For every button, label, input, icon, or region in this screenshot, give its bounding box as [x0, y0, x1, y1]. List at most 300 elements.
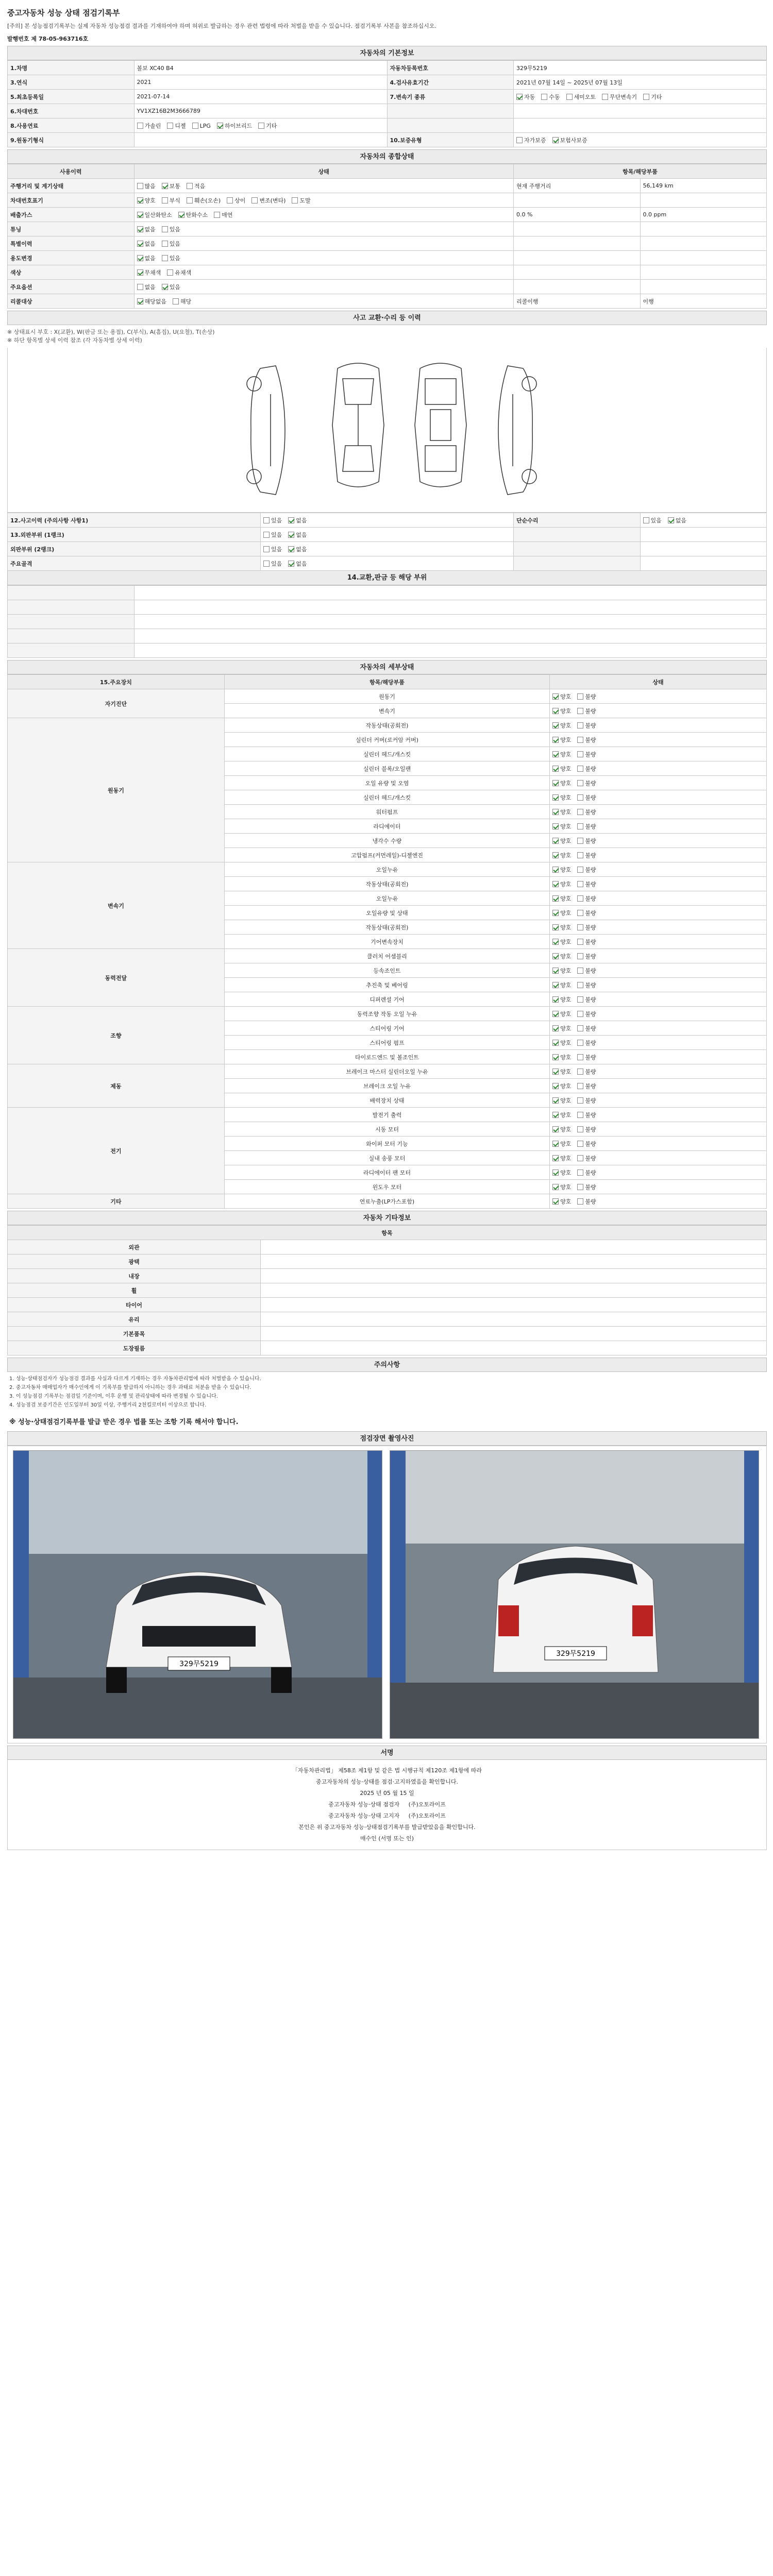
- checkbox-icon[interactable]: [162, 226, 168, 232]
- summary-option[interactable]: [137, 240, 156, 248]
- table-row: [8, 104, 767, 118]
- status-option[interactable]: [552, 866, 571, 874]
- status-option[interactable]: [552, 1154, 571, 1162]
- table-row: [8, 1108, 767, 1122]
- extra-value: [261, 1240, 767, 1255]
- checkbox-icon[interactable]: [552, 1011, 559, 1017]
- status-option[interactable]: [577, 1183, 596, 1191]
- checkbox-icon[interactable]: [577, 881, 583, 887]
- status-option[interactable]: [577, 967, 596, 975]
- checkbox-icon[interactable]: [288, 532, 294, 538]
- checkbox-icon[interactable]: [263, 561, 270, 567]
- status-option[interactable]: [577, 1010, 596, 1018]
- extra-value: [261, 1327, 767, 1341]
- summary-option[interactable]: [162, 225, 180, 233]
- field-label: 1.차명: [8, 61, 135, 75]
- accident-option-label: 있음: [271, 517, 282, 524]
- field-value: 2021: [134, 75, 387, 90]
- status-option-label: 불량: [585, 981, 596, 989]
- status-option[interactable]: [552, 736, 571, 744]
- status-option[interactable]: [577, 880, 596, 888]
- summary-option[interactable]: [251, 196, 285, 205]
- remark-line: 3. 이 성능점검 기록부는 점검일 기준이며, 이후 운행 및 관리상태에 따라 변경될 수 있습니다.: [9, 1394, 218, 1399]
- checkbox-icon[interactable]: [552, 780, 559, 786]
- checkbox-icon[interactable]: [552, 1126, 559, 1132]
- checkbox-icon[interactable]: [552, 137, 559, 143]
- extra-table: [7, 1225, 767, 1355]
- summary-option[interactable]: [162, 182, 180, 190]
- device-status: [550, 992, 767, 1007]
- checkbox-icon[interactable]: [552, 838, 559, 844]
- device-status: [550, 1021, 767, 1036]
- checkbox-icon[interactable]: [178, 212, 184, 218]
- checkbox-icon[interactable]: [577, 1112, 583, 1118]
- status-option[interactable]: [552, 1168, 571, 1177]
- checkbox-icon[interactable]: [187, 197, 193, 204]
- fuel-option[interactable]: [137, 122, 161, 130]
- device-item: 디퍼렌셜 기어: [224, 992, 549, 1007]
- checkbox-icon[interactable]: [577, 794, 583, 801]
- checkbox-icon[interactable]: [227, 197, 233, 204]
- status-option[interactable]: [577, 923, 596, 931]
- checkbox-icon[interactable]: [643, 517, 649, 523]
- checkbox-icon[interactable]: [577, 809, 583, 815]
- status-option[interactable]: [577, 765, 596, 773]
- checkbox-icon[interactable]: [577, 996, 583, 1003]
- status-option[interactable]: [552, 1140, 571, 1148]
- status-option[interactable]: [552, 1096, 571, 1105]
- repair-option-label: 없음: [675, 517, 687, 524]
- checkbox-icon[interactable]: [137, 226, 143, 232]
- summary-option[interactable]: [137, 268, 161, 277]
- device-item: 실린더 헤드/개스킷: [224, 790, 549, 805]
- table-row: [8, 280, 767, 294]
- checkbox-icon[interactable]: [137, 212, 143, 218]
- checkbox-icon[interactable]: [577, 939, 583, 945]
- status-option[interactable]: [552, 1039, 571, 1047]
- checkbox-icon[interactable]: [167, 269, 173, 276]
- checkbox-icon[interactable]: [577, 838, 583, 844]
- status-option[interactable]: [577, 851, 596, 859]
- summary-option-label: 변조(변타): [259, 197, 286, 204]
- checkbox-icon[interactable]: [552, 1097, 559, 1104]
- table-row: [8, 251, 767, 265]
- table-row: [8, 133, 767, 147]
- checkbox-icon[interactable]: [552, 1040, 559, 1046]
- checkbox-icon[interactable]: [192, 123, 198, 129]
- field-label: [387, 118, 514, 133]
- repair-option[interactable]: [668, 516, 686, 524]
- accident-option[interactable]: [288, 560, 307, 568]
- status-option[interactable]: [577, 1197, 596, 1206]
- checkbox-icon[interactable]: [263, 517, 270, 523]
- extra-item: 타이어: [8, 1298, 261, 1312]
- status-option[interactable]: [577, 1067, 596, 1076]
- checkbox-icon[interactable]: [668, 517, 674, 523]
- checkbox-icon[interactable]: [577, 968, 583, 974]
- summary-option[interactable]: [178, 211, 208, 219]
- summary-option[interactable]: [227, 196, 245, 205]
- checkbox-icon[interactable]: [552, 766, 559, 772]
- summary-option[interactable]: [173, 297, 191, 306]
- checkbox-icon[interactable]: [577, 722, 583, 728]
- checkbox-icon[interactable]: [577, 895, 583, 902]
- status-option[interactable]: [552, 808, 571, 816]
- status-option[interactable]: [552, 765, 571, 773]
- transmission-option[interactable]: [643, 93, 662, 101]
- status-option[interactable]: [552, 909, 571, 917]
- status-option[interactable]: [552, 952, 571, 960]
- status-option[interactable]: [577, 1140, 596, 1148]
- checkbox-icon[interactable]: [552, 924, 559, 930]
- legend-line-2: ※ 하단 항목별 상세 이력 참조 (각 자동차별 상세 이력): [7, 337, 142, 344]
- checkbox-icon[interactable]: [577, 1155, 583, 1161]
- status-option[interactable]: [577, 1154, 596, 1162]
- status-option-label: 불량: [585, 866, 596, 873]
- checkbox-icon[interactable]: [577, 737, 583, 743]
- status-option-label: 양호: [560, 823, 572, 830]
- status-option[interactable]: [552, 1010, 571, 1018]
- summary-option[interactable]: [162, 254, 180, 262]
- checkbox-icon[interactable]: [577, 708, 583, 714]
- status-option[interactable]: [552, 894, 571, 903]
- status-option[interactable]: [552, 793, 571, 802]
- status-option[interactable]: [577, 866, 596, 874]
- transmission-option[interactable]: [602, 93, 637, 101]
- checkbox-icon[interactable]: [288, 546, 294, 552]
- status-option[interactable]: [552, 1024, 571, 1032]
- status-option[interactable]: [577, 1039, 596, 1047]
- transmission-option[interactable]: [566, 93, 596, 101]
- checkbox-icon[interactable]: [137, 183, 143, 189]
- checkbox-icon[interactable]: [263, 546, 270, 552]
- status-option-label: 불량: [585, 794, 596, 801]
- status-option[interactable]: [552, 938, 571, 946]
- accident-option[interactable]: [263, 531, 282, 539]
- status-option[interactable]: [577, 1053, 596, 1061]
- status-option[interactable]: [577, 894, 596, 903]
- status-option[interactable]: [577, 692, 596, 701]
- summary-option[interactable]: [214, 211, 232, 219]
- checkbox-icon[interactable]: [251, 197, 258, 204]
- checkbox-icon[interactable]: [541, 94, 547, 100]
- status-option[interactable]: [577, 808, 596, 816]
- checkbox-icon[interactable]: [552, 953, 559, 959]
- checkbox-icon[interactable]: [552, 1155, 559, 1161]
- summary-options: [134, 208, 514, 222]
- status-option[interactable]: [577, 793, 596, 802]
- checkbox-icon[interactable]: [552, 1083, 559, 1089]
- status-option-label: 불량: [585, 938, 596, 945]
- checkbox-icon[interactable]: [263, 532, 270, 538]
- signature-header: 서명: [7, 1745, 767, 1760]
- transmission-option[interactable]: [516, 93, 535, 101]
- status-option[interactable]: [552, 779, 571, 787]
- accident-option[interactable]: [263, 516, 282, 524]
- checkbox-icon[interactable]: [577, 693, 583, 700]
- checkbox-icon[interactable]: [577, 1198, 583, 1205]
- fuel-option[interactable]: [167, 122, 186, 130]
- checkbox-icon[interactable]: [288, 517, 294, 523]
- status-option[interactable]: [552, 967, 571, 975]
- status-option-label: 양호: [560, 895, 572, 902]
- summary-value: 56,149 km: [640, 179, 767, 193]
- checkbox-icon[interactable]: [577, 766, 583, 772]
- transmission-option[interactable]: [541, 93, 560, 101]
- status-option[interactable]: [552, 1197, 571, 1206]
- checkbox-icon[interactable]: [137, 123, 143, 129]
- summary-option[interactable]: [187, 196, 221, 205]
- accident-option[interactable]: [288, 545, 307, 553]
- checkbox-icon[interactable]: [577, 1097, 583, 1104]
- status-option[interactable]: [577, 952, 596, 960]
- checkbox-icon[interactable]: [552, 823, 559, 829]
- status-option[interactable]: [552, 981, 571, 989]
- summary-option[interactable]: [162, 196, 180, 205]
- status-option[interactable]: [552, 1125, 571, 1133]
- checkbox-icon[interactable]: [552, 867, 559, 873]
- device-item: 실린더 블록/오일팬: [224, 761, 549, 776]
- status-option[interactable]: [577, 981, 596, 989]
- checkbox-icon[interactable]: [162, 284, 168, 290]
- status-option[interactable]: [577, 1096, 596, 1105]
- column-header: 항목/해당부품: [224, 675, 549, 689]
- checkbox-icon[interactable]: [577, 1040, 583, 1046]
- summary-option[interactable]: [137, 196, 156, 205]
- status-option[interactable]: [577, 707, 596, 715]
- checkbox-icon[interactable]: [577, 924, 583, 930]
- status-option[interactable]: [552, 880, 571, 888]
- checkbox-icon[interactable]: [577, 1025, 583, 1031]
- summary-option[interactable]: [292, 196, 310, 205]
- checkbox-icon[interactable]: [516, 137, 523, 143]
- checkbox-icon[interactable]: [552, 1069, 559, 1075]
- status-option[interactable]: [552, 750, 571, 758]
- checkbox-icon[interactable]: [552, 1198, 559, 1205]
- checkbox-icon[interactable]: [577, 982, 583, 988]
- device-item: 냉각수 수량: [224, 834, 549, 848]
- summary-item: [514, 265, 641, 280]
- field-value: [514, 104, 767, 118]
- checkbox-icon[interactable]: [577, 910, 583, 916]
- status-option-label: 불량: [585, 1054, 596, 1061]
- status-option[interactable]: [577, 995, 596, 1004]
- checkbox-icon[interactable]: [552, 809, 559, 815]
- table-row: [8, 118, 767, 133]
- checkbox-icon[interactable]: [552, 708, 559, 714]
- checkbox-icon[interactable]: [577, 953, 583, 959]
- checkbox-icon[interactable]: [602, 94, 608, 100]
- device-item: 변속기: [224, 704, 549, 718]
- summary-option[interactable]: [137, 297, 167, 306]
- checkbox-icon[interactable]: [577, 751, 583, 757]
- checkbox-icon[interactable]: [577, 1011, 583, 1017]
- status-option[interactable]: [552, 1111, 571, 1119]
- status-option[interactable]: [552, 822, 571, 831]
- checkbox-icon[interactable]: [577, 1054, 583, 1060]
- checkbox-icon[interactable]: [577, 1126, 583, 1132]
- device-status: [550, 776, 767, 790]
- checkbox-icon[interactable]: [258, 123, 264, 129]
- fuel-option[interactable]: [192, 123, 211, 129]
- status-option-label: 불량: [585, 779, 596, 787]
- checkbox-icon[interactable]: [577, 1069, 583, 1075]
- device-status: [550, 920, 767, 935]
- checkbox-icon[interactable]: [137, 284, 143, 290]
- table-row: [8, 600, 767, 615]
- checkbox-icon[interactable]: [552, 751, 559, 757]
- accident-option[interactable]: [288, 516, 307, 524]
- checkbox-icon[interactable]: [187, 183, 193, 189]
- status-option[interactable]: [552, 1082, 571, 1090]
- status-option[interactable]: [577, 938, 596, 946]
- checkbox-icon[interactable]: [577, 852, 583, 858]
- summary-option[interactable]: [187, 182, 205, 190]
- checkbox-icon[interactable]: [566, 94, 573, 100]
- status-option[interactable]: [577, 1024, 596, 1032]
- fuel-option[interactable]: [258, 122, 277, 130]
- checkbox-icon[interactable]: [162, 255, 168, 261]
- checkbox-icon[interactable]: [288, 561, 294, 567]
- checkbox-icon[interactable]: [552, 794, 559, 801]
- checkbox-icon[interactable]: [162, 197, 168, 204]
- checkbox-icon[interactable]: [552, 910, 559, 916]
- status-option[interactable]: [577, 779, 596, 787]
- checkbox-icon[interactable]: [552, 1170, 559, 1176]
- checkbox-icon[interactable]: [137, 298, 143, 304]
- checkbox-icon[interactable]: [577, 1083, 583, 1089]
- checkbox-icon[interactable]: [137, 255, 143, 261]
- checkbox-icon[interactable]: [577, 1184, 583, 1190]
- summary-table: [7, 164, 767, 309]
- repair-option[interactable]: [643, 516, 662, 524]
- checkbox-icon[interactable]: [552, 895, 559, 902]
- checkbox-icon[interactable]: [552, 693, 559, 700]
- table-row: [8, 222, 767, 236]
- status-option[interactable]: [552, 851, 571, 859]
- summary-option-label: 있음: [169, 283, 181, 291]
- summary-option[interactable]: [137, 225, 156, 233]
- accident-option[interactable]: [288, 531, 307, 539]
- status-option-label: 불량: [585, 1097, 596, 1104]
- checkbox-icon[interactable]: [552, 996, 559, 1003]
- checkbox-icon[interactable]: [577, 1170, 583, 1176]
- checkbox-icon[interactable]: [516, 94, 523, 100]
- status-option[interactable]: [577, 750, 596, 758]
- checkbox-icon[interactable]: [643, 94, 649, 100]
- checkbox-icon[interactable]: [552, 982, 559, 988]
- status-option[interactable]: [577, 822, 596, 831]
- accident-option[interactable]: [263, 560, 282, 568]
- checkbox-icon[interactable]: [552, 1112, 559, 1118]
- summary-option[interactable]: [137, 283, 156, 291]
- checkbox-icon[interactable]: [552, 881, 559, 887]
- checkbox-icon[interactable]: [552, 852, 559, 858]
- checkbox-icon[interactable]: [552, 722, 559, 728]
- checkbox-icon[interactable]: [552, 737, 559, 743]
- table-row: [8, 1341, 767, 1355]
- checkbox-icon[interactable]: [552, 1184, 559, 1190]
- status-option[interactable]: [577, 837, 596, 845]
- summary-option[interactable]: [137, 254, 156, 262]
- checkbox-icon[interactable]: [167, 123, 173, 129]
- checkbox-icon[interactable]: [137, 241, 143, 247]
- checkbox-icon[interactable]: [577, 867, 583, 873]
- checkbox-icon[interactable]: [137, 269, 143, 276]
- column-header: 항목: [8, 1226, 767, 1240]
- status-option[interactable]: [552, 995, 571, 1004]
- device-group: 제동: [8, 1064, 225, 1108]
- summary-option[interactable]: [167, 268, 191, 277]
- checkbox-icon[interactable]: [577, 1141, 583, 1147]
- checkbox-icon[interactable]: [292, 197, 298, 204]
- status-option[interactable]: [552, 923, 571, 931]
- status-option[interactable]: [552, 692, 571, 701]
- checkbox-icon[interactable]: [552, 1054, 559, 1060]
- checkbox-icon[interactable]: [552, 939, 559, 945]
- checkbox-icon[interactable]: [552, 1025, 559, 1031]
- status-option[interactable]: [577, 1082, 596, 1090]
- status-option[interactable]: [577, 1111, 596, 1119]
- status-option[interactable]: [577, 1168, 596, 1177]
- accident-option[interactable]: [263, 545, 282, 553]
- checkbox-icon[interactable]: [162, 241, 168, 247]
- status-option[interactable]: [552, 721, 571, 730]
- checkbox-icon[interactable]: [552, 1141, 559, 1147]
- status-option[interactable]: [552, 1183, 571, 1191]
- status-option-label: 양호: [560, 953, 572, 960]
- warranty-option[interactable]: [516, 136, 546, 144]
- checkbox-icon[interactable]: [217, 123, 223, 129]
- photo-rear-svg: [390, 1451, 759, 1739]
- checkbox-icon[interactable]: [162, 183, 168, 189]
- status-option-label: 양호: [560, 808, 572, 816]
- status-option-label: 양호: [560, 794, 572, 801]
- status-option[interactable]: [552, 837, 571, 845]
- status-option[interactable]: [552, 1067, 571, 1076]
- checkbox-icon[interactable]: [577, 823, 583, 829]
- device-item: 오일유량 및 상태: [224, 906, 549, 920]
- fuel-option[interactable]: [217, 122, 252, 130]
- status-option[interactable]: [577, 909, 596, 917]
- checkbox-icon[interactable]: [552, 968, 559, 974]
- warranty-option[interactable]: [552, 136, 587, 144]
- table-row: [8, 1269, 767, 1283]
- checkbox-icon[interactable]: [577, 780, 583, 786]
- registration-number: [7, 35, 767, 43]
- summary-option[interactable]: [137, 211, 172, 219]
- summary-option[interactable]: [137, 182, 156, 190]
- checkbox-icon[interactable]: [214, 212, 220, 218]
- summary-option[interactable]: [162, 240, 180, 248]
- status-option[interactable]: [577, 736, 596, 744]
- status-option-label: 양호: [560, 1025, 572, 1032]
- status-option[interactable]: [577, 1125, 596, 1133]
- status-option[interactable]: [552, 707, 571, 715]
- accident-option-label: 없음: [296, 531, 307, 538]
- status-option[interactable]: [577, 721, 596, 730]
- summary-options: [134, 222, 514, 236]
- device-item: 발전기 출력: [224, 1108, 549, 1122]
- summary-header: 자동차의 종합상태: [7, 149, 767, 164]
- checkbox-icon[interactable]: [137, 197, 143, 204]
- plate-text-front: 329무5219: [179, 1660, 219, 1668]
- status-option-label: 양호: [560, 866, 572, 873]
- summary-option[interactable]: [162, 283, 180, 291]
- status-option-label: 양호: [560, 1010, 572, 1018]
- status-option[interactable]: [552, 1053, 571, 1061]
- checkbox-icon[interactable]: [173, 298, 179, 304]
